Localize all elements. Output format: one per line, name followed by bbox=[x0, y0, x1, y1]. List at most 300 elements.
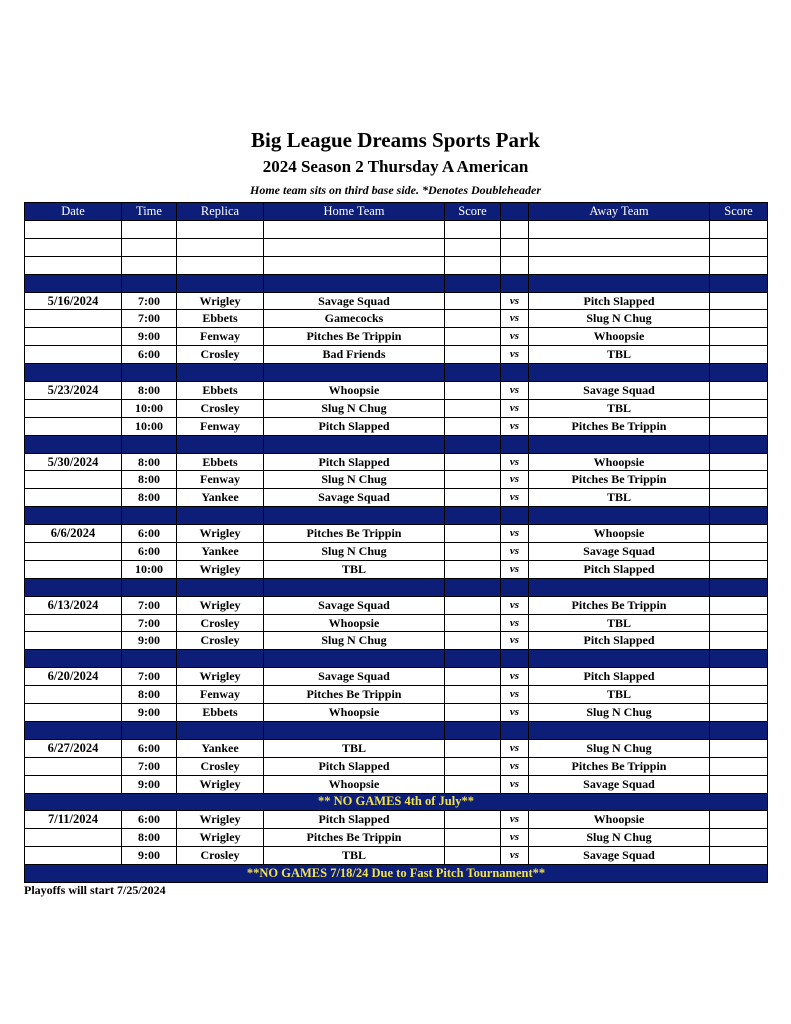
home-score-cell bbox=[445, 614, 501, 632]
home-team-cell: Savage Squad bbox=[264, 292, 445, 310]
game-row bbox=[25, 775, 768, 793]
away-score-cell bbox=[710, 775, 768, 793]
game-row bbox=[25, 632, 768, 650]
date-cell bbox=[25, 614, 122, 632]
empty-cell bbox=[25, 256, 122, 274]
separator-cell bbox=[710, 364, 768, 382]
home-team-cell: Pitch Slapped bbox=[264, 453, 445, 471]
game-row bbox=[25, 757, 768, 775]
game-row bbox=[25, 471, 768, 489]
home-score-cell bbox=[445, 632, 501, 650]
col-away-score: Score bbox=[710, 203, 768, 221]
time-cell: 8:00 bbox=[122, 453, 177, 471]
separator-cell bbox=[122, 435, 177, 453]
home-score-cell bbox=[445, 686, 501, 704]
home-team-cell: Whoopsie bbox=[264, 704, 445, 722]
time-cell: 8:00 bbox=[122, 382, 177, 400]
empty-cell bbox=[529, 238, 710, 256]
separator-cell bbox=[177, 364, 264, 382]
home-score-cell bbox=[445, 453, 501, 471]
week-separator bbox=[25, 650, 768, 668]
game-row bbox=[25, 829, 768, 847]
separator-cell bbox=[529, 507, 710, 525]
empty-cell bbox=[25, 238, 122, 256]
away-team-cell: Pitches Be Trippin bbox=[529, 757, 710, 775]
time-cell: 6:00 bbox=[122, 811, 177, 829]
date-cell bbox=[25, 775, 122, 793]
game-row bbox=[25, 453, 768, 471]
date-cell: 6/20/2024 bbox=[25, 668, 122, 686]
separator-cell bbox=[264, 578, 445, 596]
time-cell: 6:00 bbox=[122, 525, 177, 543]
vs-cell: vs bbox=[501, 811, 529, 829]
away-team-cell: Pitch Slapped bbox=[529, 632, 710, 650]
col-replica: Replica bbox=[177, 203, 264, 221]
home-team-cell: Pitches Be Trippin bbox=[264, 525, 445, 543]
time-cell: 9:00 bbox=[122, 847, 177, 865]
page-title: Big League Dreams Sports Park bbox=[251, 128, 540, 152]
away-score-cell bbox=[710, 399, 768, 417]
vs-cell: vs bbox=[501, 757, 529, 775]
home-team-cell: Pitch Slapped bbox=[264, 757, 445, 775]
separator-cell bbox=[445, 721, 501, 739]
home-score-cell bbox=[445, 346, 501, 364]
separator-cell bbox=[25, 364, 122, 382]
replica-cell: Yankee bbox=[177, 489, 264, 507]
replica-cell: Yankee bbox=[177, 543, 264, 561]
time-cell: 9:00 bbox=[122, 328, 177, 346]
replica-cell: Wrigley bbox=[177, 811, 264, 829]
separator-cell bbox=[177, 650, 264, 668]
replica-cell: Crosley bbox=[177, 757, 264, 775]
date-cell bbox=[25, 346, 122, 364]
replica-cell: Crosley bbox=[177, 346, 264, 364]
date-cell bbox=[25, 489, 122, 507]
home-team-cell: Pitches Be Trippin bbox=[264, 686, 445, 704]
away-team-cell: Savage Squad bbox=[529, 847, 710, 865]
time-cell: 7:00 bbox=[122, 668, 177, 686]
home-team-cell: Pitches Be Trippin bbox=[264, 829, 445, 847]
separator-cell bbox=[25, 578, 122, 596]
time-cell: 8:00 bbox=[122, 471, 177, 489]
away-team-cell: Slug N Chug bbox=[529, 739, 710, 757]
replica-cell: Wrigley bbox=[177, 560, 264, 578]
home-score-cell bbox=[445, 417, 501, 435]
page-subtitle: 2024 Season 2 Thursday A American bbox=[262, 157, 529, 176]
separator-cell bbox=[122, 650, 177, 668]
away-score-cell bbox=[710, 471, 768, 489]
vs-cell: vs bbox=[501, 292, 529, 310]
replica-cell: Crosley bbox=[177, 399, 264, 417]
date-cell: 5/30/2024 bbox=[25, 453, 122, 471]
time-cell: 9:00 bbox=[122, 704, 177, 722]
separator-cell bbox=[501, 507, 529, 525]
vs-cell: vs bbox=[501, 346, 529, 364]
empty-cell bbox=[264, 256, 445, 274]
separator-cell bbox=[25, 650, 122, 668]
date-cell bbox=[25, 543, 122, 561]
home-team-cell: Slug N Chug bbox=[264, 471, 445, 489]
away-score-cell bbox=[710, 632, 768, 650]
schedule-table bbox=[24, 202, 768, 883]
separator-cell bbox=[710, 721, 768, 739]
separator-cell bbox=[501, 578, 529, 596]
separator-cell bbox=[710, 274, 768, 292]
vs-cell: vs bbox=[501, 596, 529, 614]
away-score-cell bbox=[710, 417, 768, 435]
vs-cell: vs bbox=[501, 417, 529, 435]
vs-cell: vs bbox=[501, 560, 529, 578]
separator-cell bbox=[501, 274, 529, 292]
separator-cell bbox=[264, 274, 445, 292]
away-team-cell: Pitch Slapped bbox=[529, 668, 710, 686]
home-score-cell bbox=[445, 543, 501, 561]
banner-text: ** NO GAMES 4th of July** bbox=[25, 793, 768, 811]
empty-cell bbox=[445, 256, 501, 274]
separator-cell bbox=[445, 274, 501, 292]
separator-cell bbox=[501, 650, 529, 668]
no-games-banner bbox=[25, 865, 768, 883]
away-score-cell bbox=[710, 543, 768, 561]
time-cell: 6:00 bbox=[122, 543, 177, 561]
blank-row bbox=[25, 221, 768, 239]
game-row bbox=[25, 668, 768, 686]
game-row bbox=[25, 811, 768, 829]
away-score-cell bbox=[710, 346, 768, 364]
week-separator bbox=[25, 274, 768, 292]
game-row bbox=[25, 399, 768, 417]
time-cell: 10:00 bbox=[122, 560, 177, 578]
home-score-cell bbox=[445, 739, 501, 757]
home-score-cell bbox=[445, 525, 501, 543]
home-team-cell: Pitch Slapped bbox=[264, 417, 445, 435]
home-team-cell: Savage Squad bbox=[264, 489, 445, 507]
time-cell: 7:00 bbox=[122, 292, 177, 310]
separator-cell bbox=[710, 650, 768, 668]
separator-cell bbox=[122, 578, 177, 596]
away-score-cell bbox=[710, 739, 768, 757]
empty-cell bbox=[122, 238, 177, 256]
vs-cell: vs bbox=[501, 829, 529, 847]
away-team-cell: Whoopsie bbox=[529, 328, 710, 346]
away-team-cell: Whoopsie bbox=[529, 453, 710, 471]
home-score-cell bbox=[445, 471, 501, 489]
away-score-cell bbox=[710, 453, 768, 471]
away-team-cell: TBL bbox=[529, 399, 710, 417]
away-score-cell bbox=[710, 704, 768, 722]
separator-cell bbox=[264, 435, 445, 453]
away-score-cell bbox=[710, 310, 768, 328]
separator-cell bbox=[445, 364, 501, 382]
home-score-cell bbox=[445, 811, 501, 829]
date-cell bbox=[25, 417, 122, 435]
away-team-cell: TBL bbox=[529, 346, 710, 364]
playoffs-note: Playoffs will start 7/25/2024 bbox=[24, 883, 166, 897]
time-cell: 8:00 bbox=[122, 829, 177, 847]
away-team-cell: Whoopsie bbox=[529, 525, 710, 543]
home-score-cell bbox=[445, 775, 501, 793]
away-team-cell: Pitches Be Trippin bbox=[529, 417, 710, 435]
empty-cell bbox=[501, 221, 529, 239]
date-cell bbox=[25, 686, 122, 704]
date-cell bbox=[25, 704, 122, 722]
game-row bbox=[25, 847, 768, 865]
empty-cell bbox=[501, 256, 529, 274]
week-separator bbox=[25, 435, 768, 453]
away-score-cell bbox=[710, 560, 768, 578]
home-team-cell: TBL bbox=[264, 847, 445, 865]
away-team-cell: Whoopsie bbox=[529, 811, 710, 829]
time-cell: 6:00 bbox=[122, 739, 177, 757]
empty-cell bbox=[529, 256, 710, 274]
separator-cell bbox=[529, 435, 710, 453]
game-row bbox=[25, 739, 768, 757]
vs-cell: vs bbox=[501, 686, 529, 704]
separator-cell bbox=[264, 721, 445, 739]
away-team-cell: TBL bbox=[529, 489, 710, 507]
separator-cell bbox=[529, 274, 710, 292]
home-team-cell: Whoopsie bbox=[264, 775, 445, 793]
game-row bbox=[25, 596, 768, 614]
replica-cell: Fenway bbox=[177, 686, 264, 704]
time-cell: 6:00 bbox=[122, 346, 177, 364]
vs-cell: vs bbox=[501, 775, 529, 793]
home-score-cell bbox=[445, 382, 501, 400]
away-score-cell bbox=[710, 668, 768, 686]
date-cell: 7/11/2024 bbox=[25, 811, 122, 829]
home-score-cell bbox=[445, 757, 501, 775]
schedule-body bbox=[25, 221, 768, 883]
home-team-cell: Savage Squad bbox=[264, 596, 445, 614]
away-score-cell bbox=[710, 596, 768, 614]
away-team-cell: Savage Squad bbox=[529, 543, 710, 561]
game-row bbox=[25, 543, 768, 561]
empty-cell bbox=[177, 238, 264, 256]
away-score-cell bbox=[710, 686, 768, 704]
away-score-cell bbox=[710, 489, 768, 507]
time-cell: 7:00 bbox=[122, 757, 177, 775]
replica-cell: Ebbets bbox=[177, 310, 264, 328]
home-score-cell bbox=[445, 668, 501, 686]
time-cell: 10:00 bbox=[122, 417, 177, 435]
home-score-cell bbox=[445, 310, 501, 328]
away-team-cell: Pitches Be Trippin bbox=[529, 596, 710, 614]
vs-cell: vs bbox=[501, 489, 529, 507]
away-score-cell bbox=[710, 757, 768, 775]
home-score-cell bbox=[445, 292, 501, 310]
date-cell: 5/23/2024 bbox=[25, 382, 122, 400]
game-row bbox=[25, 417, 768, 435]
week-separator bbox=[25, 364, 768, 382]
separator-cell bbox=[264, 650, 445, 668]
separator-cell bbox=[25, 435, 122, 453]
replica-cell: Fenway bbox=[177, 417, 264, 435]
date-cell bbox=[25, 829, 122, 847]
empty-cell bbox=[529, 221, 710, 239]
separator-cell bbox=[177, 274, 264, 292]
empty-cell bbox=[445, 238, 501, 256]
home-team-cell: Pitches Be Trippin bbox=[264, 328, 445, 346]
separator-cell bbox=[529, 721, 710, 739]
separator-cell bbox=[710, 435, 768, 453]
replica-cell: Ebbets bbox=[177, 704, 264, 722]
away-score-cell bbox=[710, 328, 768, 346]
vs-cell: vs bbox=[501, 739, 529, 757]
vs-cell: vs bbox=[501, 453, 529, 471]
empty-cell bbox=[122, 221, 177, 239]
date-cell bbox=[25, 310, 122, 328]
time-cell: 10:00 bbox=[122, 399, 177, 417]
away-team-cell: Slug N Chug bbox=[529, 829, 710, 847]
home-score-cell bbox=[445, 560, 501, 578]
away-team-cell: Savage Squad bbox=[529, 775, 710, 793]
separator-cell bbox=[264, 364, 445, 382]
time-cell: 9:00 bbox=[122, 775, 177, 793]
replica-cell: Yankee bbox=[177, 739, 264, 757]
vs-cell: vs bbox=[501, 525, 529, 543]
replica-cell: Fenway bbox=[177, 471, 264, 489]
game-row bbox=[25, 310, 768, 328]
separator-cell bbox=[529, 650, 710, 668]
home-team-cell: Slug N Chug bbox=[264, 632, 445, 650]
away-score-cell bbox=[710, 292, 768, 310]
home-team-cell: Bad Friends bbox=[264, 346, 445, 364]
vs-cell: vs bbox=[501, 382, 529, 400]
col-home-team: Home Team bbox=[264, 203, 445, 221]
date-cell bbox=[25, 399, 122, 417]
separator-cell bbox=[25, 274, 122, 292]
game-row bbox=[25, 382, 768, 400]
home-score-cell bbox=[445, 489, 501, 507]
game-row bbox=[25, 614, 768, 632]
date-cell bbox=[25, 471, 122, 489]
date-cell bbox=[25, 560, 122, 578]
col-home-score: Score bbox=[445, 203, 501, 221]
date-cell bbox=[25, 632, 122, 650]
separator-cell bbox=[177, 721, 264, 739]
separator-cell bbox=[122, 721, 177, 739]
time-cell: 7:00 bbox=[122, 596, 177, 614]
empty-cell bbox=[264, 221, 445, 239]
away-team-cell: Savage Squad bbox=[529, 382, 710, 400]
empty-cell bbox=[25, 221, 122, 239]
vs-cell: vs bbox=[501, 632, 529, 650]
blank-row bbox=[25, 256, 768, 274]
home-team-cell: TBL bbox=[264, 739, 445, 757]
separator-cell bbox=[177, 435, 264, 453]
empty-cell bbox=[177, 256, 264, 274]
game-row bbox=[25, 686, 768, 704]
replica-cell: Crosley bbox=[177, 632, 264, 650]
home-team-cell: Pitch Slapped bbox=[264, 811, 445, 829]
empty-cell bbox=[710, 221, 768, 239]
game-row bbox=[25, 292, 768, 310]
week-separator bbox=[25, 721, 768, 739]
vs-cell: vs bbox=[501, 668, 529, 686]
blank-row bbox=[25, 238, 768, 256]
col-away-team: Away Team bbox=[529, 203, 710, 221]
date-cell bbox=[25, 847, 122, 865]
time-cell: 9:00 bbox=[122, 632, 177, 650]
vs-cell: vs bbox=[501, 614, 529, 632]
away-team-cell: Pitch Slapped bbox=[529, 292, 710, 310]
separator-cell bbox=[445, 507, 501, 525]
away-score-cell bbox=[710, 614, 768, 632]
home-team-cell: Gamecocks bbox=[264, 310, 445, 328]
home-team-cell: Savage Squad bbox=[264, 668, 445, 686]
home-team-cell: Slug N Chug bbox=[264, 543, 445, 561]
away-score-cell bbox=[710, 847, 768, 865]
game-row bbox=[25, 560, 768, 578]
away-score-cell bbox=[710, 811, 768, 829]
separator-cell bbox=[529, 364, 710, 382]
separator-cell bbox=[501, 364, 529, 382]
away-score-cell bbox=[710, 829, 768, 847]
separator-cell bbox=[501, 435, 529, 453]
separator-cell bbox=[264, 507, 445, 525]
home-score-cell bbox=[445, 847, 501, 865]
game-row bbox=[25, 704, 768, 722]
home-score-cell bbox=[445, 829, 501, 847]
empty-cell bbox=[710, 256, 768, 274]
separator-cell bbox=[445, 650, 501, 668]
separator-cell bbox=[25, 507, 122, 525]
game-row bbox=[25, 346, 768, 364]
date-cell: 6/6/2024 bbox=[25, 525, 122, 543]
away-team-cell: TBL bbox=[529, 686, 710, 704]
date-cell bbox=[25, 757, 122, 775]
away-team-cell: Pitches Be Trippin bbox=[529, 471, 710, 489]
separator-cell bbox=[445, 578, 501, 596]
banner-text: **NO GAMES 7/18/24 Due to Fast Pitch Tournament** bbox=[25, 865, 768, 883]
separator-cell bbox=[445, 435, 501, 453]
date-cell: 6/27/2024 bbox=[25, 739, 122, 757]
home-team-cell: Slug N Chug bbox=[264, 399, 445, 417]
replica-cell: Wrigley bbox=[177, 775, 264, 793]
away-team-cell: Pitch Slapped bbox=[529, 560, 710, 578]
replica-cell: Wrigley bbox=[177, 596, 264, 614]
replica-cell: Wrigley bbox=[177, 668, 264, 686]
time-cell: 7:00 bbox=[122, 614, 177, 632]
replica-cell: Crosley bbox=[177, 614, 264, 632]
away-score-cell bbox=[710, 525, 768, 543]
schedule-note: Home team sits on third base side. *Denotes Doubleheader bbox=[250, 183, 541, 197]
empty-cell bbox=[445, 221, 501, 239]
separator-cell bbox=[25, 721, 122, 739]
away-team-cell: Slug N Chug bbox=[529, 704, 710, 722]
separator-cell bbox=[177, 507, 264, 525]
separator-cell bbox=[177, 578, 264, 596]
empty-cell bbox=[501, 238, 529, 256]
replica-cell: Wrigley bbox=[177, 829, 264, 847]
home-team-cell: Whoopsie bbox=[264, 382, 445, 400]
replica-cell: Ebbets bbox=[177, 382, 264, 400]
separator-cell bbox=[122, 364, 177, 382]
separator-cell bbox=[122, 274, 177, 292]
vs-cell: vs bbox=[501, 847, 529, 865]
separator-cell bbox=[710, 578, 768, 596]
separator-cell bbox=[529, 578, 710, 596]
week-separator bbox=[25, 578, 768, 596]
away-score-cell bbox=[710, 382, 768, 400]
header-row bbox=[25, 203, 768, 221]
vs-cell: vs bbox=[501, 399, 529, 417]
date-cell: 5/16/2024 bbox=[25, 292, 122, 310]
game-row bbox=[25, 328, 768, 346]
empty-cell bbox=[710, 238, 768, 256]
empty-cell bbox=[122, 256, 177, 274]
col-vs bbox=[501, 203, 529, 221]
